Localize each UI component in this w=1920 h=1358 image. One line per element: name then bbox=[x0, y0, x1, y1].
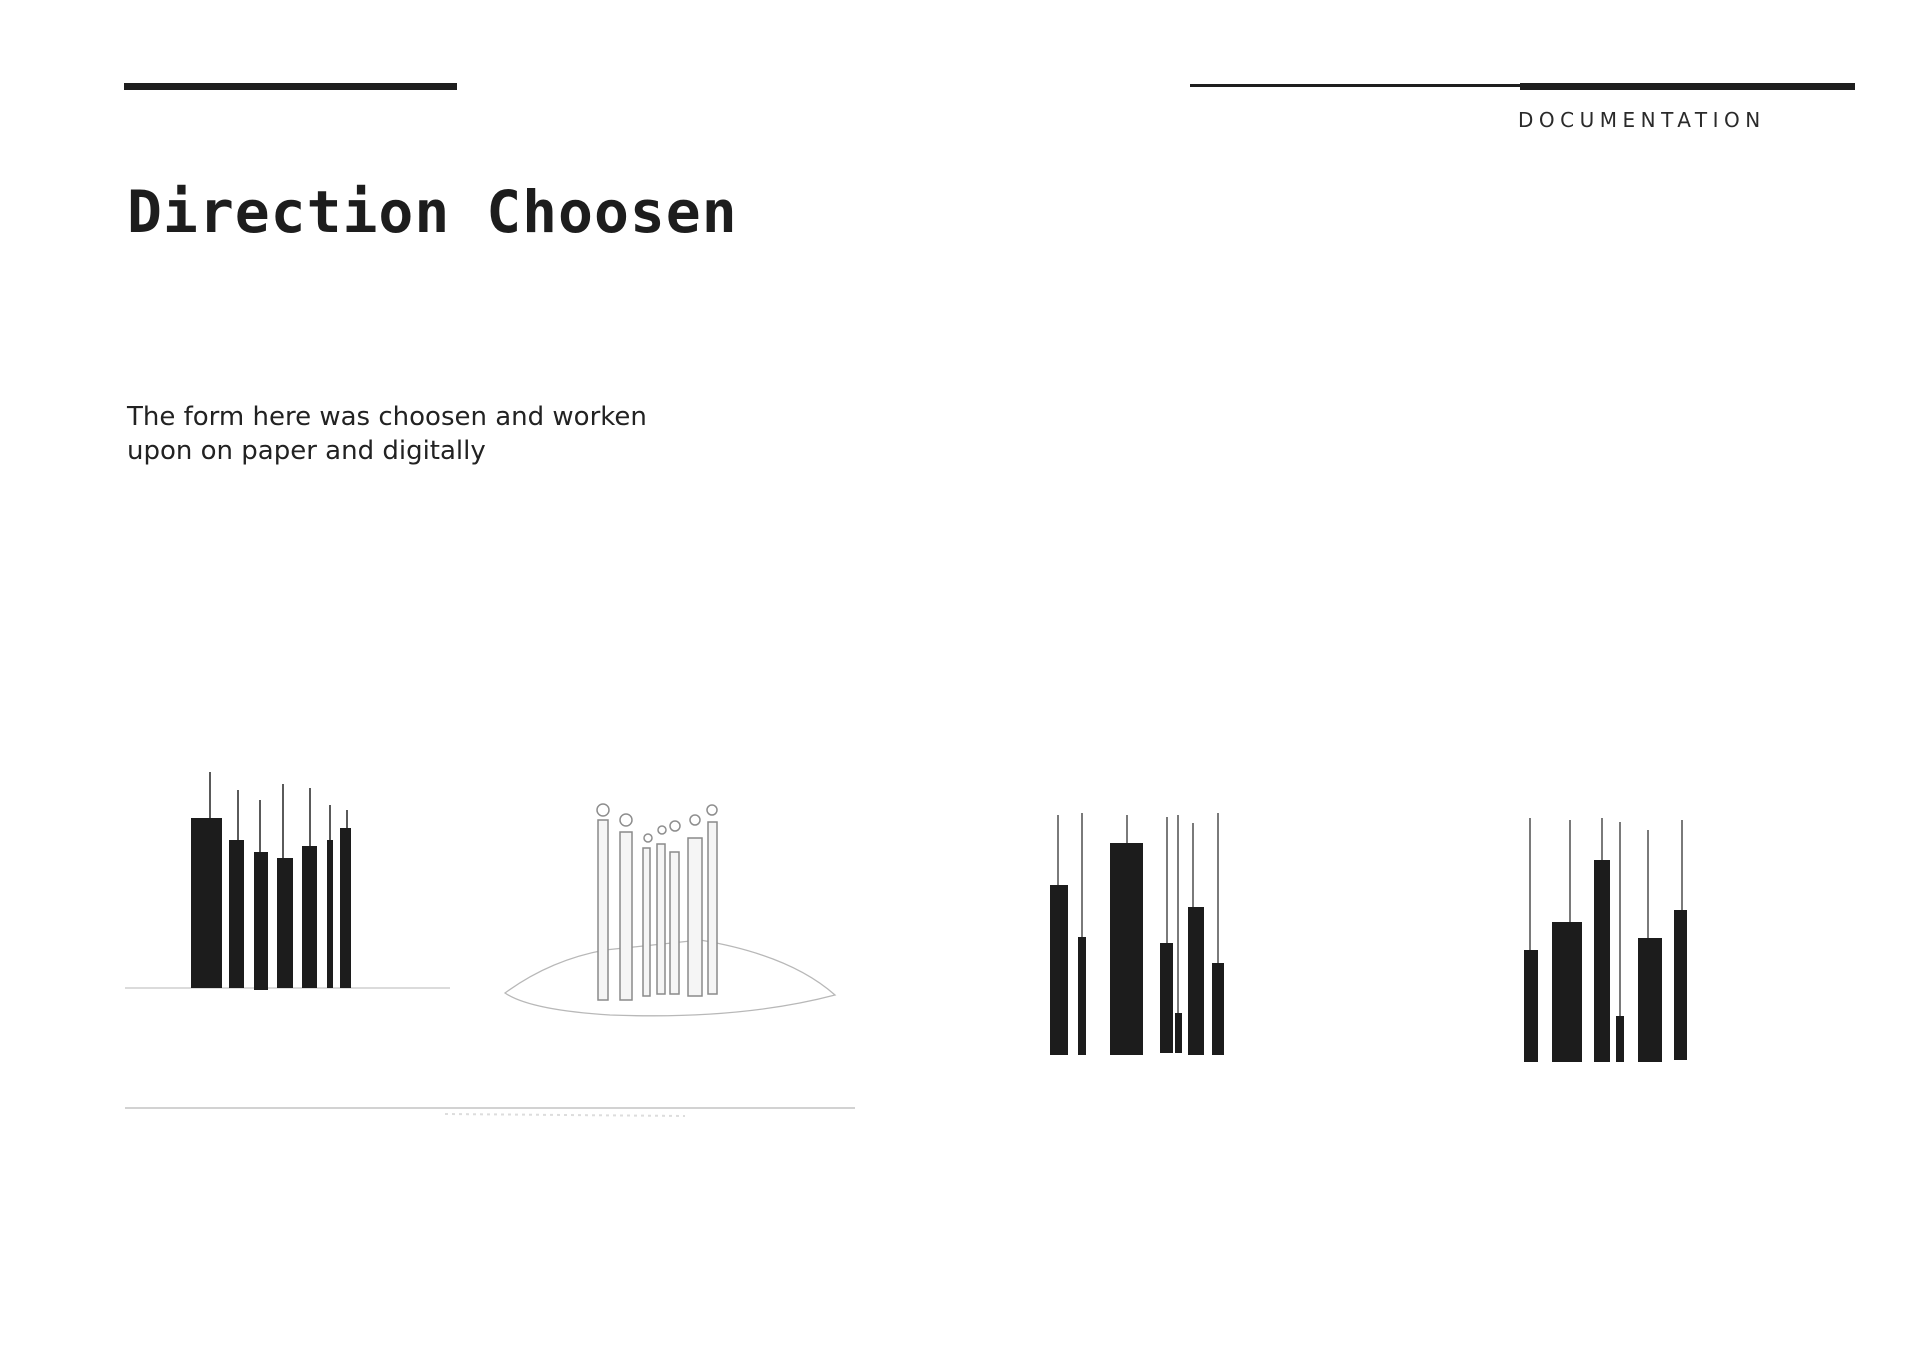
header-rule-left bbox=[124, 83, 457, 90]
section-label: DOCUMENTATION bbox=[1518, 108, 1766, 132]
paper-edge-line bbox=[125, 1100, 855, 1130]
header-rule-right-thin bbox=[1190, 84, 1522, 87]
description bbox=[127, 400, 747, 468]
sketch-dark-columns-row bbox=[120, 750, 480, 1040]
header-rule-right-thick bbox=[1520, 83, 1855, 90]
sketch-light-columns-on-mound bbox=[490, 780, 850, 1040]
description-line-2: upon on paper and digitally bbox=[127, 436, 486, 466]
sketch-hanging-columns-a bbox=[1030, 795, 1270, 1065]
page-title: Direction Choosen bbox=[127, 178, 738, 246]
description-line-1: The form here was choosen and worken bbox=[127, 402, 647, 432]
sketch-hanging-columns-b bbox=[1500, 800, 1720, 1070]
